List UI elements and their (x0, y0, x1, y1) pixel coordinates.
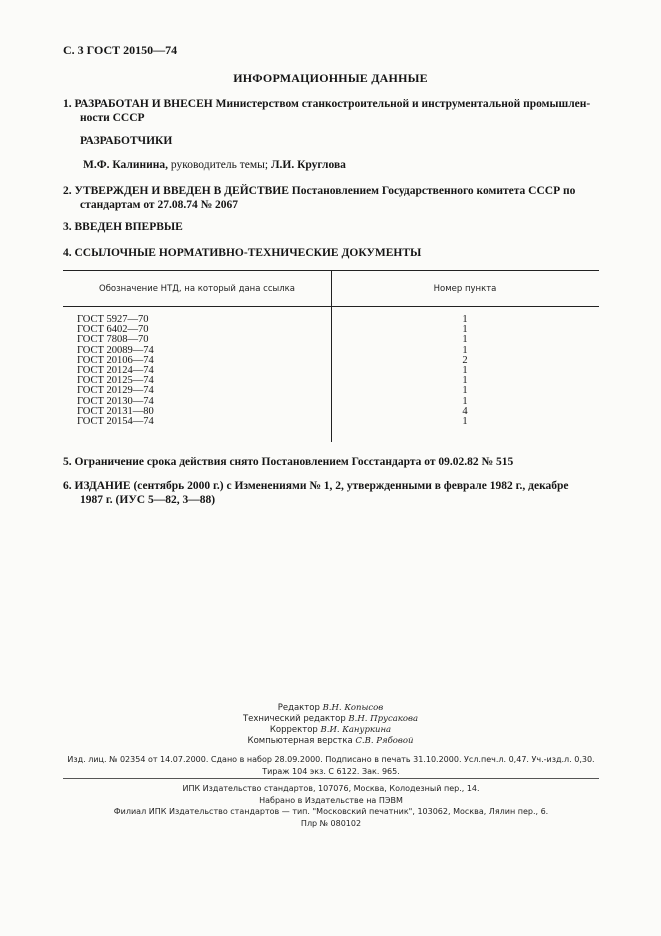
developer-role: руководитель темы; (167, 159, 271, 171)
section-6-line-1: 6. ИЗДАНИЕ (сентябрь 2000 г.) с Изменениями № 1, 2, утвержденными в феврале 1982 г., декабре (63, 480, 569, 492)
page-title: ИНФОРМАЦИОННЫЕ ДАННЫЕ (233, 71, 428, 85)
imprint-tech-editor (0, 714, 661, 725)
table-column-divider (331, 270, 332, 442)
imprint-publisher-line: ИПК Издательство стандартов, 107076, Москва, Колодезный пер., 14. (182, 784, 480, 793)
table-row: ГОСТ 20124—74 (77, 365, 154, 377)
imprint-publisher (63, 783, 599, 829)
tech-editor-name: В.Н. Прусакова (348, 714, 419, 724)
corrector-name: В.И. Кануркина (320, 725, 392, 735)
table-header-clause: Номер пункта (433, 284, 497, 294)
imprint-plr-line: Плр № 080102 (300, 818, 362, 828)
section-5: 5. Ограничение срока действия снято Постановлением Госстандарта от 09.02.82 № 515 (63, 456, 514, 468)
table-row: ГОСТ 7808—70 (77, 334, 149, 346)
table-clause-column (459, 315, 471, 427)
imprint-printer-line: Филиал ИПК Издательство стандартов — тип. "Московский печатник", 103062, Москва, Лялин пер., 6. (113, 807, 549, 816)
imprint-credits (0, 703, 661, 747)
developer-name-2: Л.И. Круглова (270, 159, 346, 171)
imprint-divider (63, 778, 599, 779)
table-cell-clause: 1 (462, 314, 468, 325)
imprint-typeset-line: Набрано в Издательстве на ПЭВМ (259, 795, 403, 805)
editor-name: В.Н. Копысов (322, 703, 384, 713)
table-cell-clause: 1 (462, 365, 468, 377)
section-4: 4. ССЫЛОЧНЫЕ НОРМАТИВНО-ТЕХНИЧЕСКИЕ ДОКУМЕНТЫ (63, 247, 422, 259)
developers-names (83, 159, 346, 171)
table-documents-column (77, 315, 154, 427)
page-header: С. 3 ГОСТ 20150—74 (63, 43, 178, 57)
layout-name: С.В. Рябовой (355, 736, 414, 746)
table-row: ГОСТ 20130—74 (77, 395, 154, 407)
table-row: ГОСТ 5927—70 (77, 314, 149, 325)
table-cell-clause: 1 (462, 375, 468, 387)
table-row: ГОСТ 20129—74 (77, 385, 154, 397)
layout-label: Компьютерная верстка (247, 736, 356, 746)
imprint-publication (63, 754, 599, 778)
table-cell-clause: 1 (462, 344, 468, 356)
table-row: ГОСТ 20131—80 (77, 405, 154, 417)
section-1 (63, 97, 590, 125)
table-row: ГОСТ 20089—74 (77, 344, 154, 356)
table-row: ГОСТ 20154—74 (77, 416, 154, 428)
section-6 (63, 479, 569, 507)
corrector-label: Корректор (269, 725, 321, 735)
section-3: 3. ВВЕДЕН ВПЕРВЫЕ (63, 221, 183, 233)
imprint-layout (0, 736, 661, 747)
section-1-line-2: ности СССР (80, 112, 145, 124)
imprint-license-line: Изд. лиц. № 02354 от 14.07.2000. Сдано в набор 28.09.2000. Подписано в печать 31.10.2000. Усл.печ.л. 0,47. Уч.-изд.л. 0,30. (67, 755, 595, 764)
table-cell-clause: 1 (462, 416, 468, 428)
tech-editor-label: Технический редактор (242, 714, 349, 724)
imprint-corrector (0, 725, 661, 736)
section-2-line-1: 2. УТВЕРЖДЕН И ВВЕДЕН В ДЕЙСТВИЕ Постановлением Государственного комитета СССР по (63, 185, 576, 197)
section-6-line-2: 1987 г. (ИУС 5—82, 3—88) (80, 494, 216, 506)
table-cell-clause: 1 (462, 395, 468, 407)
developers-label: РАЗРАБОТЧИКИ (80, 135, 173, 147)
developer-name-1: М.Ф. Калинина, (83, 159, 168, 171)
table-cell-clause: 2 (462, 354, 468, 366)
editor-label: Редактор (277, 703, 323, 713)
table-header-document: Обозначение НТД, на который дана ссылка (99, 284, 295, 294)
section-2-line-2: стандартам от 27.08.74 № 2067 (80, 199, 239, 211)
table-cell-clause: 1 (462, 324, 468, 336)
section-1-line-1: 1. РАЗРАБОТАН И ВНЕСЕН Министерством станкостроительной и инструментальной промышлен- (63, 98, 591, 110)
imprint-editor (0, 703, 661, 714)
table-cell-clause: 1 (462, 334, 468, 346)
table-row: ГОСТ 20125—74 (77, 375, 154, 387)
table-row: ГОСТ 6402—70 (77, 324, 149, 336)
imprint-print-run-line: Тираж 104 экз. С 6122. Зак. 965. (262, 767, 400, 776)
table-row: ГОСТ 20106—74 (77, 354, 154, 366)
table-cell-clause: 1 (462, 385, 468, 397)
table-cell-clause: 4 (462, 405, 468, 417)
section-2 (63, 184, 575, 212)
